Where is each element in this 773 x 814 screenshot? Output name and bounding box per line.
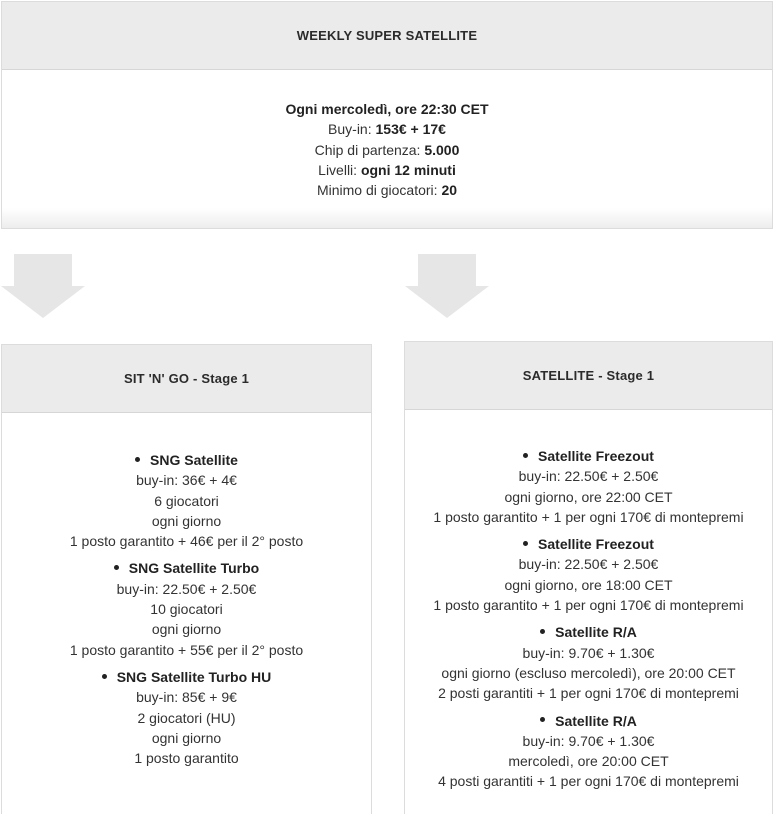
- item-buyin: buy-in: 22.50€ + 2.50€: [116, 580, 257, 597]
- weekly-min-players: [2, 180, 772, 200]
- bullet-icon: [114, 565, 119, 570]
- bullet-icon: [540, 629, 545, 634]
- weekly-levels-value: ogni 12 minuti: [360, 161, 456, 178]
- item-players: 6 giocatori: [154, 492, 219, 509]
- item-buyin: buy-in: 9.70€ + 1.30€: [522, 732, 655, 749]
- weekly-chips-label: Chip di partenza:: [314, 141, 425, 158]
- list-item: [405, 622, 772, 703]
- weekly-min-players-label: Minimo di giocatori:: [316, 182, 442, 199]
- bullet-icon: [523, 453, 528, 458]
- item-title: SNG Satellite Turbo: [128, 560, 260, 577]
- sng-stage1-box: [1, 344, 372, 814]
- list-item: [2, 667, 371, 768]
- item-buyin: buy-in: 22.50€ + 2.50€: [518, 556, 659, 573]
- item-title: Satellite R/A: [555, 624, 637, 641]
- weekly-bottom-shade: [2, 208, 772, 228]
- list-item: [2, 450, 371, 551]
- satellite-list: [405, 410, 772, 792]
- sng-title: SIT 'N' GO - Stage 1: [2, 345, 371, 413]
- item-title: Satellite Freezout: [538, 448, 654, 464]
- list-item: [405, 711, 772, 792]
- item-players: 2 giocatori (HU): [137, 709, 236, 726]
- item-when: ogni giorno: [151, 512, 222, 529]
- weekly-buyin-value: 153€ + 17€: [375, 121, 446, 138]
- bullet-icon: [540, 717, 545, 722]
- item-title: SNG Satellite: [150, 452, 238, 468]
- list-item: [405, 446, 772, 527]
- item-prize: 1 posto garantito + 1 per ogni 170€ di montepremi: [433, 508, 744, 525]
- item-prize: 1 posto garantito + 46€ per il 2° posto: [69, 533, 304, 550]
- arrow-down-icon: [405, 254, 489, 318]
- item-title: SNG Satellite Turbo HU: [116, 668, 272, 685]
- weekly-chips: [2, 140, 772, 160]
- bullet-icon: [523, 541, 528, 546]
- item-buyin: buy-in: 9.70€ + 1.30€: [522, 644, 655, 661]
- item-title: Satellite R/A: [555, 712, 637, 729]
- list-item: [2, 558, 371, 659]
- weekly-levels: [2, 160, 772, 180]
- item-buyin: buy-in: 22.50€ + 2.50€: [518, 468, 659, 485]
- sng-list: [2, 413, 371, 768]
- item-prize: 1 posto garantito + 55€ per il 2° posto: [69, 641, 304, 658]
- weekly-super-satellite-box: [1, 1, 773, 229]
- item-when: ogni giorno: [151, 729, 222, 746]
- item-buyin: buy-in: 36€ + 4€: [136, 472, 237, 489]
- bullet-icon: [102, 674, 107, 679]
- arrow-down-icon: [1, 254, 85, 318]
- weekly-chips-value: 5.000: [424, 141, 460, 158]
- item-when: ogni giorno, ore 18:00 CET: [504, 576, 673, 593]
- satellite-stage1-box: [404, 341, 773, 814]
- item-when: ogni giorno, ore 22:00 CET: [504, 488, 673, 505]
- weekly-title: WEEKLY SUPER SATELLITE: [2, 2, 772, 70]
- weekly-levels-label: Livelli:: [318, 161, 361, 178]
- weekly-min-players-value: 20: [441, 182, 458, 199]
- item-when: ogni giorno: [151, 621, 222, 638]
- item-prize: 2 posti garantiti + 1 per ogni 170€ di montepremi: [438, 685, 739, 702]
- item-title: Satellite Freezout: [538, 536, 654, 553]
- item-buyin: buy-in: 85€ + 9€: [136, 689, 237, 706]
- item-when: ogni giorno (escluso mercoledì), ore 20:00 CET: [441, 664, 736, 681]
- item-when: mercoledì, ore 20:00 CET: [508, 753, 669, 770]
- weekly-details: [2, 70, 772, 200]
- item-prize: 4 posti garantiti + 1 per ogni 170€ di montepremi: [438, 773, 739, 790]
- weekly-buyin-label: Buy-in:: [328, 121, 376, 138]
- weekly-schedule: Ogni mercoledì, ore 22:30 CET: [285, 101, 489, 117]
- item-prize: 1 posto garantito: [134, 750, 239, 767]
- item-players: 10 giocatori: [150, 601, 223, 618]
- satellite-title: SATELLITE - Stage 1: [405, 342, 772, 410]
- weekly-buyin: [2, 119, 772, 139]
- list-item: [405, 534, 772, 615]
- item-prize: 1 posto garantito + 1 per ogni 170€ di montepremi: [433, 597, 744, 614]
- bullet-icon: [135, 457, 140, 462]
